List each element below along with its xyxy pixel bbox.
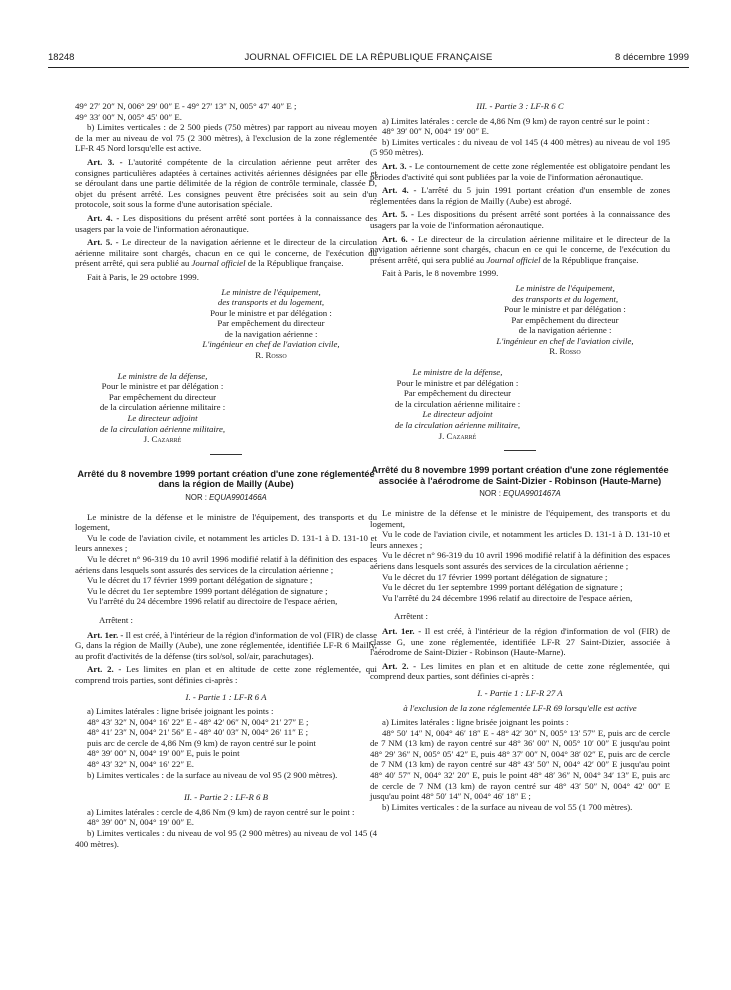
- article-text: Les limites en plan et en altitude de cette zone réglementée, qui comprend deux parties, sont définies ci-après :: [370, 660, 670, 682]
- signature-line: Le ministre de l'équipement,: [515, 282, 615, 293]
- article-text: Les limites en plan et en altitude de cette zone réglementée, qui comprend trois parties, sont définies ci-après :: [75, 664, 377, 685]
- nor-label: NOR :: [185, 493, 207, 502]
- fait-a-paris: Fait à Paris, le 8 novembre 1999.: [382, 268, 499, 279]
- article-label: Art. 2. -: [87, 664, 122, 675]
- visa-line: Vu le décret n° 96-319 du 10 avril 1996 modifié relatif à la définition des espaces aériens dans lesquels sont assurés des services de la circulation aérienne ;: [75, 553, 377, 575]
- article-5: [75, 237, 377, 269]
- visa-line: Vu le code de l'aviation civile, et notamment les articles D. 131-1 à D. 131-10 et leurs annexes ;: [370, 529, 670, 550]
- limits-paragraph: a) Limites latérales : cercle de 4,86 Nm (9 km) de rayon centré sur le point :: [87, 806, 355, 817]
- coords-line: 48° 41′ 23″ N, 004° 21′ 56″ E - 48° 40′ 03″ N, 004° 26′ 11″ E ;: [87, 727, 309, 738]
- limits-paragraph: b) Limites verticales : du niveau de vol 95 (2 900 mètres) au niveau de vol 145 (4 400 mètres).: [75, 828, 377, 849]
- visa-line: Vu le décret n° 96-319 du 10 avril 1996 modifié relatif à la définition des espaces aériens dans lesquels sont assurés des services de la circulation aérienne ;: [370, 550, 670, 571]
- limits-paragraph: a) Limites latérales : ligne brisée joignant les points :: [382, 717, 569, 728]
- visa-line: Vu l'arrêté du 24 décembre 1996 relatif au directoire de l'espace aérien,: [382, 592, 633, 603]
- visa-line: Vu le décret du 17 février 1999 portant délégation de signature ;: [382, 571, 608, 582]
- signatory-name: J. Cazarré: [438, 430, 477, 441]
- article-label: Art. 1er. -: [382, 625, 422, 636]
- article-2: [370, 661, 670, 682]
- article-text: Le contournement de cette zone réglementée est obligatoire pendant les périodes d'activité qui sont publiées par la voie de l'information aéronautique.: [370, 160, 671, 182]
- signature-block-2: [75, 371, 250, 445]
- right-column: [370, 101, 670, 812]
- nor-code: EQUA9901466A: [209, 493, 267, 502]
- signature-block-1: [460, 283, 670, 357]
- signature-line: des transports et du logement,: [217, 297, 325, 308]
- signature-line: Pour le ministre et par délégation :: [101, 381, 224, 392]
- signature-line: Par empêchement du directeur: [217, 318, 325, 329]
- signature-line: des transports et du logement,: [511, 293, 619, 304]
- nor-reference: [370, 489, 670, 500]
- article-text: Le directeur de la navigation aérienne et le directeur de la circulation aérienne militaire sont chargés, chacun en ce qui le concerne, de l'exécution du présent arrêté, qui sera publié au: [75, 237, 377, 269]
- issue-date: 8 décembre 1999: [615, 52, 689, 63]
- article-text: Les dispositions du présent arrêté sont portées à la connaissance des usagers par la voie de l'information aéronautique.: [370, 209, 671, 230]
- nor-label: NOR :: [479, 489, 501, 499]
- arretent: Arrêtent :: [394, 611, 428, 622]
- separator-rule: [504, 450, 536, 451]
- nor-code: EQUA9901467A: [503, 489, 561, 499]
- article-label: Art. 3. -: [382, 160, 413, 171]
- fait-a-paris: Fait à Paris, le 29 octobre 1999.: [87, 271, 199, 282]
- journal-officiel: Journal officiel: [191, 258, 246, 269]
- signatory-name: R. Rosso: [255, 350, 287, 361]
- limits-paragraph: a) Limites latérales : ligne brisée joignant les points :: [87, 706, 274, 717]
- signature-line: Le ministre de la défense,: [117, 370, 208, 381]
- article-4: [75, 213, 377, 234]
- signature-line: Par empêchement du directeur: [511, 314, 619, 325]
- signature-line: de la circulation aérienne militaire,: [394, 420, 521, 431]
- article-3: [370, 161, 670, 182]
- article-label: Art. 5. -: [87, 237, 119, 248]
- coords-line: 48° 39′ 00″ N, 004° 19′ 00″ E.: [382, 126, 489, 137]
- coords-line: puis arc de cercle de 4,86 Nm (9 km) de rayon centré sur le point: [87, 737, 316, 748]
- article-1: [75, 630, 377, 662]
- visa-line: Vu le décret du 1er septembre 1999 portant délégation de signature ;: [382, 582, 623, 593]
- journal-officiel: Journal officiel: [486, 254, 541, 265]
- article-5: [370, 209, 670, 230]
- visa-line: Vu le code de l'aviation civile, et notamment les articles D. 131-1 à D. 131-10 et leurs annexes ;: [75, 532, 377, 554]
- part-heading: I. - Partie 1 : LF-R 6 A: [185, 691, 267, 702]
- article-text: de la République française.: [542, 254, 639, 265]
- nor-reference: [75, 493, 377, 504]
- part-heading: I. - Partie 1 : LF-R 27 A: [477, 687, 563, 698]
- separator-rule: [210, 454, 242, 455]
- limits-paragraph: a) Limites latérales : cercle de 4,86 Nm (9 km) de rayon centré sur le point :: [382, 115, 650, 126]
- article-label: Art. 2. -: [382, 660, 417, 671]
- left-column: [75, 101, 377, 849]
- article-text: de la République française.: [247, 258, 344, 269]
- article-text: L'autorité compétente de la circulation aérienne peut arrêter des consignes particulières adaptées à certaines activités aériennes désignées par elle et se déroulant dans une partie délimitée de la région de contrôle terminale, classée D, objet du présent arrêté. Les consignes peuvent être précisées soit au sein d'un protocole, soit sous la forme d'une autorisation spéciale.: [75, 156, 378, 210]
- visa-line: Vu le décret du 17 février 1999 portant délégation de signature ;: [87, 575, 313, 586]
- coords-line: 48° 43′ 32″ N, 004° 16′ 22″ E.: [87, 759, 194, 770]
- signature-line: Pour le ministre et par délégation :: [396, 377, 519, 388]
- limits-paragraph: b) Limites verticales : de la surface au niveau de vol 55 (1 700 mètres).: [382, 801, 633, 812]
- article-label: Art. 3. -: [87, 156, 123, 167]
- article-text: Le directeur de la circulation aérienne militaire et le directeur de la navigation aérienne sont chargés, chacun en ce qui le concerne, de l'exécution du présent arrêté, qui sera publié au: [370, 233, 671, 265]
- article-text: Les dispositions du présent arrêté sont portées à la connaissance des usagers par la voie de l'information aéronautique.: [75, 212, 377, 234]
- signature-line: de la navigation aérienne :: [518, 325, 612, 336]
- signature-line: Le directeur adjoint: [127, 413, 198, 424]
- part-heading: III. - Partie 3 : LF-R 6 C: [476, 101, 564, 111]
- article-text: L'arrêté du 5 juin 1991 portant création d'un ensemble de zones réglementées dans la région de Mailly (Aube) est abrogé.: [370, 185, 671, 206]
- signature-line: Le ministre de l'équipement,: [221, 286, 321, 297]
- arrete-title: Arrêté du 8 novembre 1999 portant création d'une zone réglementée associée à l'aérodrome de Saint-Dizier - Robinson (Haute-Marne): [371, 465, 669, 486]
- article-label: Art. 4. -: [382, 185, 417, 196]
- article-label: Art. 4. -: [87, 212, 120, 223]
- article-6: [370, 234, 670, 266]
- signature-line: de la navigation aérienne :: [224, 328, 318, 339]
- header-rule: [48, 67, 689, 68]
- coords-line: 48° 43′ 32″ N, 004° 16′ 22″ E - 48° 42′ 06″ N, 004° 21′ 27″ E ;: [87, 716, 309, 727]
- limits-paragraph: b) Limites verticales : de 2 500 pieds (750 mètres) par rapport au niveau moyen de la mer au niveau de vol 75 (2 300 mètres), à l'exclusion de la zone réglementée LF-R 45 Nord lorsqu'elle est active.: [75, 122, 377, 154]
- coords-paragraph: 48° 50′ 14″ N, 004° 46′ 18″ E - 48° 42′ 30″ N, 005° 13′ 57″ E, puis arc de cercle de 7 NM (13 km) de rayon centré sur 48° 36′ 00″ N, 005° 10′ 00″ E jusqu'au point 48° 29′ 36″ N, 005° 05′ 42″ E, puis 48° 37′ 00″ N, 004° 38′ 02″ E, puis arc de cercle de 7 NM (13 km) de rayon centré sur 48° 43′ 50″ N, 004° 42′ 00″ E jusqu'au point 48° 40′ 57″ N, 004° 32′ 20″ E, puis le point 48° 48′ 36″ N, 004° 34′ 13″ E, puis arc de cercle de 7 NM (13 km) de rayon centré sur 48° 43′ 50″ N, 004° 42′ 00″ E jusqu'au point 48° 50′ 14″ N, 004° 46′ 18″ E ;: [370, 727, 670, 802]
- signature-line: Le directeur adjoint: [422, 409, 493, 420]
- coords-line: 49° 33′ 00″ N, 005° 45′ 00″ E.: [75, 111, 182, 122]
- coords-line: 48° 39′ 00″ N, 004° 19′ 00″ E, puis le point: [87, 748, 240, 759]
- page-number: 18248: [48, 52, 75, 63]
- article-3: [75, 157, 377, 210]
- signature-line: de la circulation aérienne militaire :: [99, 402, 226, 413]
- article-text: Il est créé, à l'intérieur de la région d'information de vol (FIR) de classe G, une zone réglementée, identifiée LF-R 27 Saint-Dizier, associée à l'aérodrome de Saint-Dizier - Robinson (Haute-Marne).: [370, 625, 670, 658]
- arrete-title: Arrêté du 8 novembre 1999 portant création d'une zone réglementée dans la région de Mailly (Aube): [77, 468, 375, 490]
- signature-line: Par empêchement du directeur: [108, 391, 217, 402]
- visa-line: Le ministre de la défense et le ministre de l'équipement, des transports et du logement,: [370, 508, 670, 529]
- article-label: Art. 5. -: [382, 209, 414, 220]
- signature-line: de la circulation aérienne militaire,: [99, 423, 226, 434]
- coords-line: 48° 39′ 00″ N, 004° 19′ 00″ E.: [87, 817, 194, 828]
- article-label: Art. 1er. -: [87, 629, 124, 640]
- visa-line: Le ministre de la défense et le ministre de l'équipement, des transports et du logement,: [75, 511, 377, 533]
- article-4: [370, 185, 670, 206]
- signature-line: de la circulation aérienne militaire :: [394, 398, 521, 409]
- arretent: Arrêtent :: [99, 614, 133, 625]
- signatory-name: R. Rosso: [549, 346, 581, 357]
- signature-line: Pour le ministre et par délégation :: [504, 304, 626, 315]
- signature-block-1: [165, 287, 377, 361]
- coords-line: 49° 27′ 20″ N, 006° 29′ 00″ E - 49° 27′ 13″ N, 005° 47′ 40″ E ;: [75, 101, 297, 111]
- article-text: Il est créé, à l'intérieur de la région d'information de vol (FIR) de classe G, dans la région de Mailly (Aube), une zone réglementée, identifiée LF-R 6 Mailly, au profit d'activités de la défense (tirs sol/sol, sol/air, parachutages).: [75, 629, 377, 661]
- signature-line: L'ingénieur en chef de l'aviation civile,: [202, 339, 340, 350]
- article-1: [370, 626, 670, 658]
- signature-block-2: [370, 367, 545, 441]
- limits-paragraph: b) Limites verticales : du niveau de vol 145 (4 400 mètres) au niveau de vol 195 (5 950 mètres).: [370, 136, 670, 158]
- signature-line: Le ministre de la défense,: [412, 367, 503, 378]
- signature-line: Par empêchement du directeur: [403, 388, 512, 399]
- article-label: Art. 6. -: [382, 233, 415, 244]
- part-subheading: à l'exclusion de la zone réglementée LF-R 69 lorsqu'elle est active: [403, 702, 637, 713]
- visa-line: Vu l'arrêté du 24 décembre 1996 relatif au directoire de l'espace aérien,: [87, 596, 338, 607]
- signature-line: Pour le ministre et par délégation :: [210, 307, 332, 318]
- signatory-name: J. Cazarré: [143, 434, 182, 445]
- article-2: [75, 664, 377, 685]
- page-header: [48, 52, 689, 66]
- visa-line: Vu le décret du 1er septembre 1999 portant délégation de signature ;: [87, 585, 328, 596]
- journal-title: JOURNAL OFFICIEL DE LA RÉPUBLIQUE FRANÇAISE: [244, 52, 493, 63]
- part-heading: II. - Partie 2 : LF-R 6 B: [183, 792, 269, 803]
- signature-line: L'ingénieur en chef de l'aviation civile,: [496, 335, 634, 346]
- limits-paragraph: b) Limites verticales : de la surface au niveau de vol 95 (2 900 mètres).: [87, 769, 338, 780]
